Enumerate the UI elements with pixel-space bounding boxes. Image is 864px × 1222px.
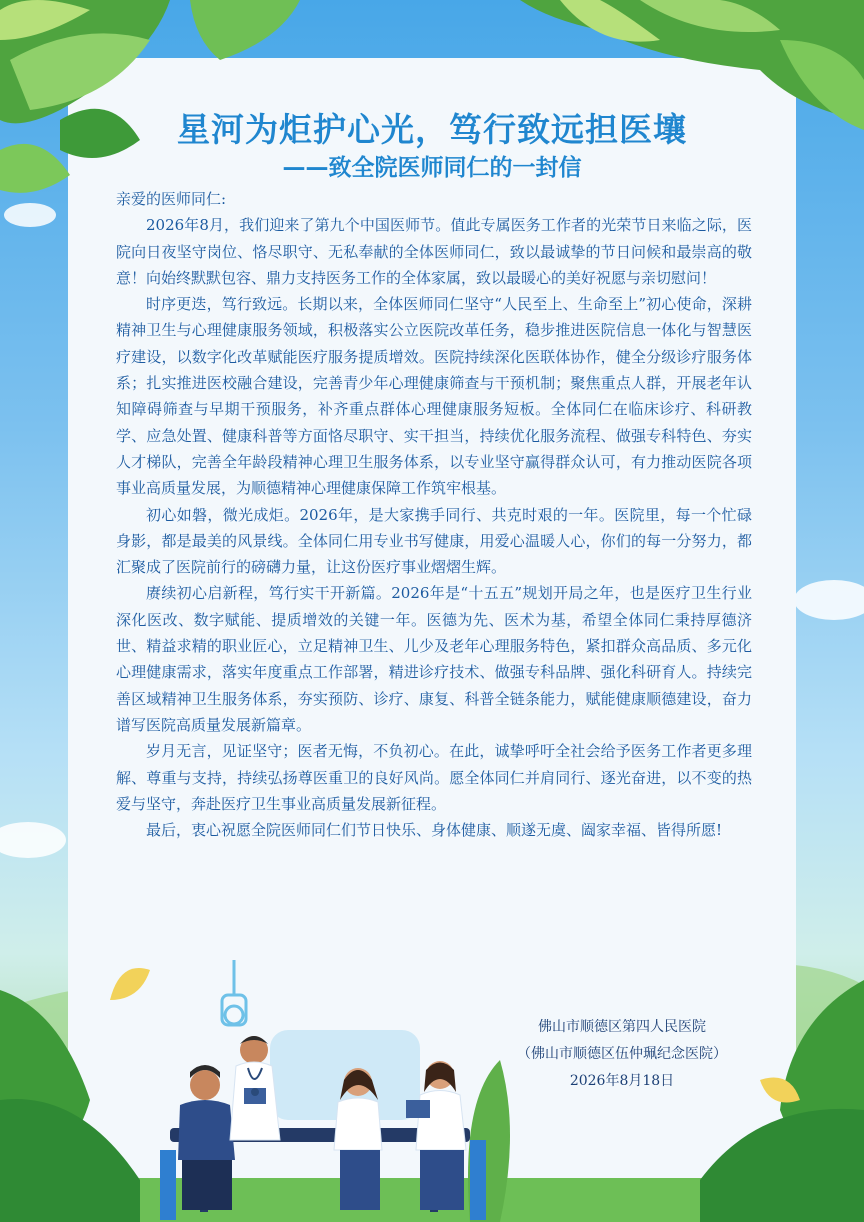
letter-paragraph: 初心如磐，微光成炬。2026年，是大家携手同行、共克时艰的一年。医院里，每一个忙碌身影，都是最美的风景线。全体同仁用专业书写健康，用爱心温暖人心，你们的每一分努力，都汇聚成了医院前行的磅礴力量，让这份医疗事业熠熠生辉。 — [116, 505, 752, 577]
letter-paragraph: 2026年8月，我们迎来了第九个中国医师节。值此专属医务工作者的光荣节日来临之际，医院向日夜坚守岗位、恪尽职守、无私奉献的全体医师同仁，致以最诚挚的节日问候和最崇高的敬意！向始终默默包容、鼎力支持医务工作的全体家属，致以最暖心的美好祝愿与亲切慰问！ — [116, 216, 752, 287]
letter-paragraph: 赓续初心启新程，笃行实干开新篇。2026年是“十五五”规划开局之年，也是医疗卫生行业深化医改、数字赋能、提质增效的关键一年。医德为先、医术为基，希望全体同仁秉持厚德济世、精益求精的职业匠心，立足精神卫生、儿少及老年心理服务特色，紧扣群众高品质、多元化心理健康需求，落实年度重点工作部署，精进诊疗技术、做强专科品牌、强化科研育人。持续完善区域精神卫生服务体系，夯实预防、诊疗、康复、科普全链条能力，赋能健康顺德建设，奋力谱写医院高质量发展新篇章。 — [116, 584, 752, 734]
letter-paragraph: 最后，衷心祝愿全院医师同仁们节日快乐、身体健康、顺遂无虞、阖家幸福、皆得所愿! — [146, 821, 723, 840]
letter-subtitle: ——致全院医师同仁的一封信 — [282, 155, 582, 181]
signature-block — [482, 1014, 762, 1095]
signature-date: 2026年8月18日 — [569, 1073, 675, 1089]
leaf-cluster-icon — [0, 968, 150, 1222]
signature-org: 佛山市顺德区第四人民医院 — [538, 1019, 706, 1035]
letter-paragraph: 岁月无言，见证坚守；医者无悔，不负初心。在此，诚挚呼吁全社会给予医务工作者更多理解、尊重与支持，持续弘扬尊医重卫的良好风尚。愿全体同仁并肩同行、逐光奋进，以不变的热爱与坚守，奔赴医疗卫生事业高质量发展新征程。 — [116, 742, 752, 813]
letter-greeting: 亲爱的医师同仁: — [116, 190, 227, 208]
letter-title: 星河为炬护心光，笃行致远担医壤 — [177, 110, 687, 149]
iv-drip-icon — [222, 960, 246, 1025]
letter-body — [116, 186, 752, 843]
letter-paragraph: 时序更迭，笃行致远。长期以来，全体医师同仁坚守“人民至上、生命至上”初心使命，深耕精神卫生与心理健康服务领域，积极落实公立医院改革任务，稳步推进医院信息一体化与智慧医疗建设，以数字化改革赋能医疗服务提质增效。医院持续深化医联体协作，健全分级诊疗服务体系；扎实推进医校融合建设，完善青少年心理健康筛查与干预机制；聚焦重点人群，开展老年认知障碍筛查与早期干预服务，补齐重点群体心理健康服务短板。全体同仁在临床诊疗、科研教学、应急处置、健康科普等方面恪尽职守、实干担当，持续优化服务流程、做强专科特色、夯实人才梯队，完善全年龄段精神心理卫生服务体系，以专业坚守赢得群众认可，有力推动医院各项事业高质量发展，为顺德精神心理健康保障工作筑牢根基。 — [116, 295, 752, 498]
signature-org-alias: （佛山市顺德区伍仲珮纪念医院） — [517, 1046, 727, 1062]
